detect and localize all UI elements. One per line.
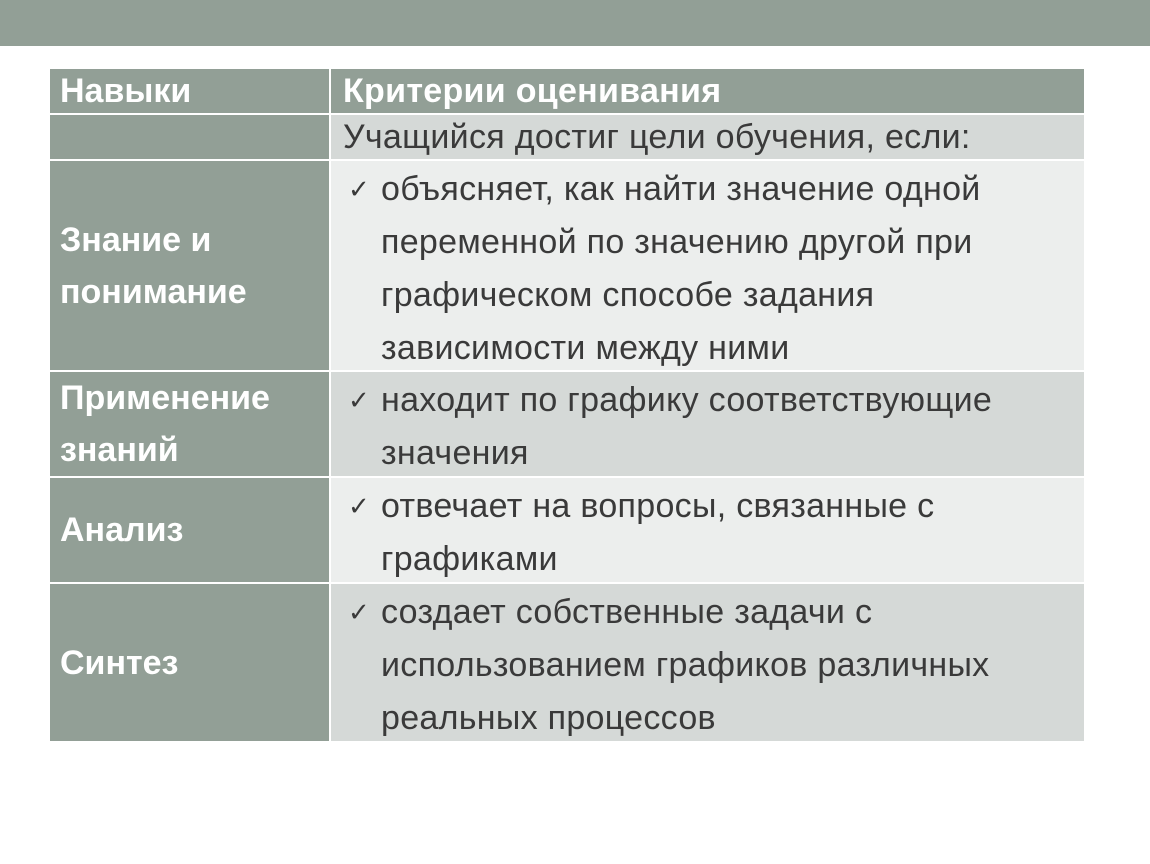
skill-label: Знание и понимание <box>60 220 247 311</box>
check-icon: ✓ <box>347 597 371 627</box>
top-decor-bar <box>0 0 1150 46</box>
skill-label: Анализ <box>60 511 184 549</box>
criterion-application <box>331 372 1084 476</box>
check-icon: ✓ <box>347 385 371 415</box>
intro-text: Учащийся достиг цели обучения, если: <box>331 115 1084 159</box>
skill-knowledge <box>50 161 329 370</box>
skill-application <box>50 372 329 476</box>
intro-skill-cell <box>50 115 329 159</box>
skill-synthesis <box>50 584 329 741</box>
criterion-knowledge <box>331 161 1084 370</box>
skill-analysis <box>50 478 329 582</box>
criterion-text: объясняет, как найти значение одной переменной по значению другой при графическом способе задания зависимости между ними <box>381 170 981 367</box>
skill-label: Применение знаний <box>60 379 270 469</box>
criterion-synthesis <box>331 584 1084 741</box>
check-icon: ✓ <box>347 491 371 521</box>
skill-label: Синтез <box>60 643 179 682</box>
criterion-analysis <box>331 478 1084 582</box>
check-icon: ✓ <box>347 174 371 204</box>
criterion-text: находит по графику соответствующие значения <box>381 381 993 472</box>
criterion-text: создает собственные задачи с использованием графиков различных реальных процессов <box>381 593 990 737</box>
criterion-text: отвечает на вопросы, связанные с графиками <box>381 487 935 578</box>
assessment-table <box>50 69 1084 741</box>
header-criteria: Критерии оценивания <box>331 69 1084 113</box>
header-skills: Навыки <box>50 69 329 113</box>
